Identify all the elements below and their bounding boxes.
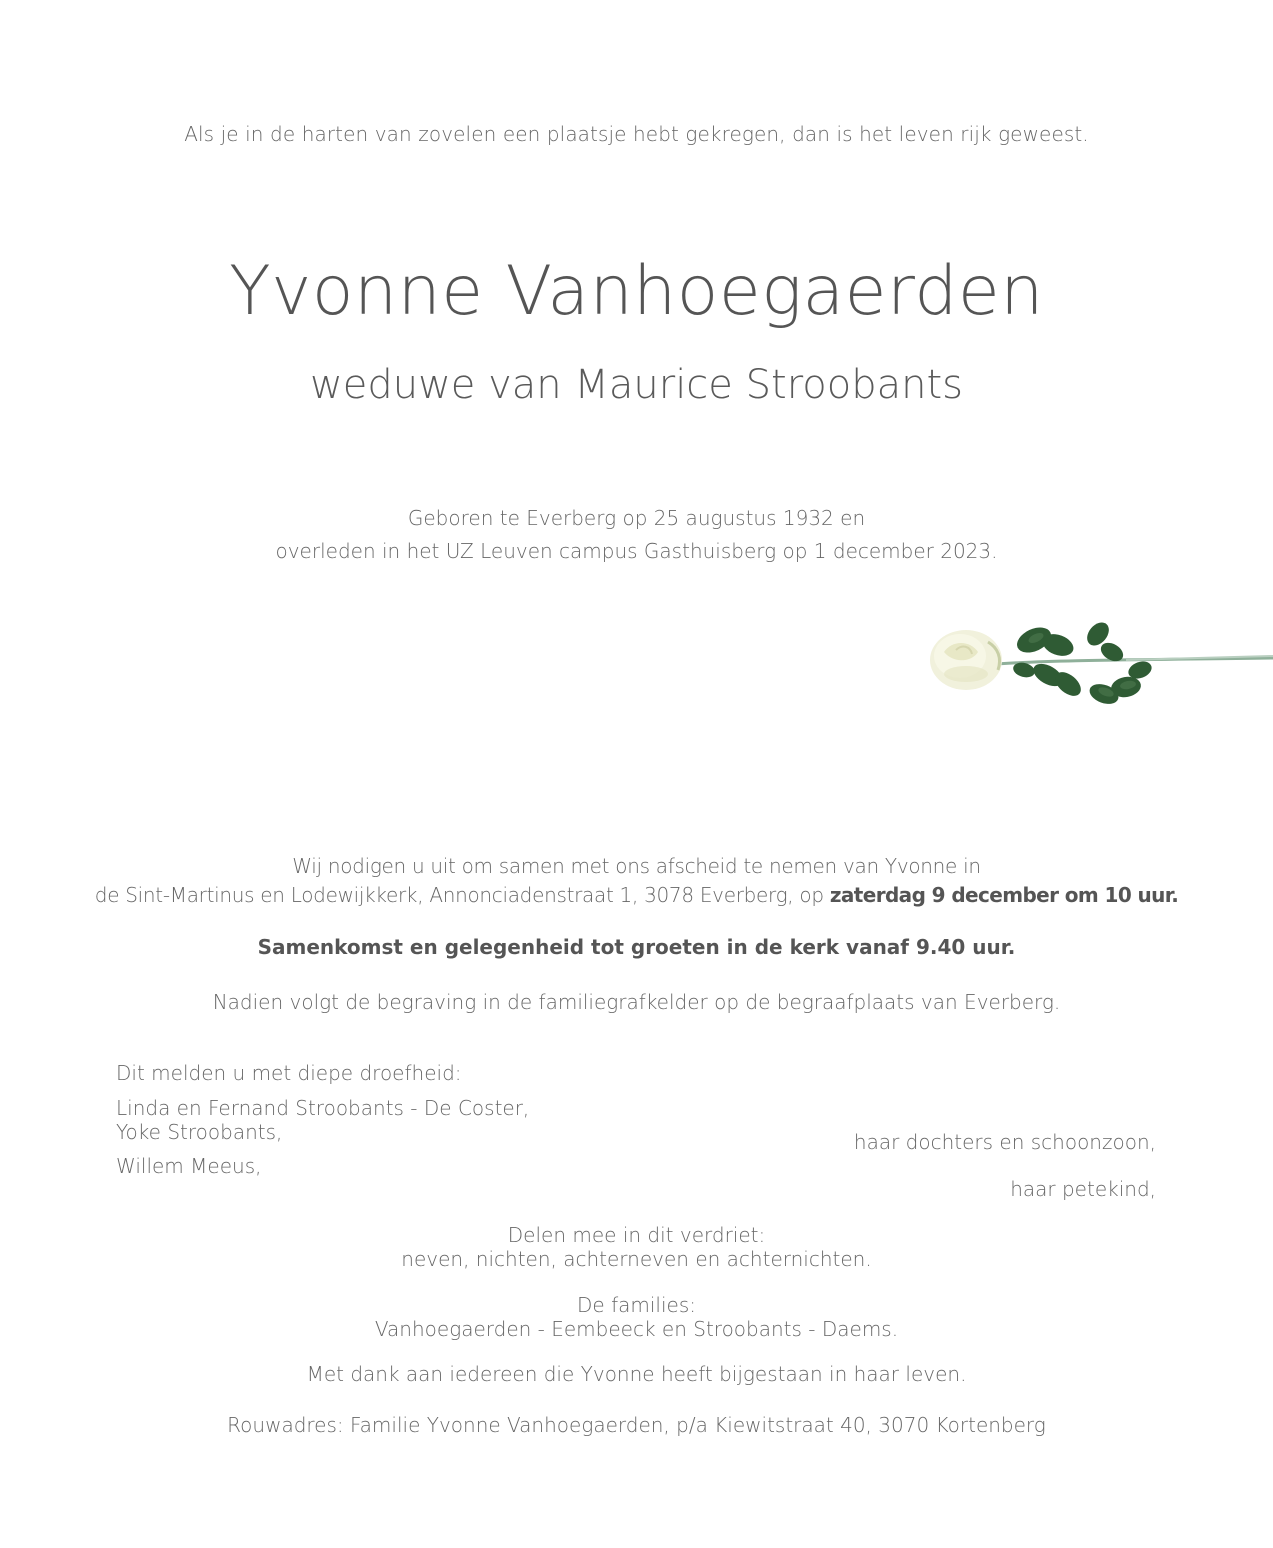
invitation-line: Wij nodigen u uit om samen met ons afscheid te nemen van Yvonne in	[292, 854, 981, 878]
relation-label: haar dochters en schoonzoon,	[853, 1130, 1156, 1154]
birth-death-info	[0, 502, 1273, 568]
mourner-name: Willem Meeus,	[116, 1154, 262, 1178]
thanks-note: Met dank aan iedereen die Yvonne heeft bijgestaan in haar leven.	[306, 1362, 967, 1386]
widow-of: weduwe van Maurice Stroobants	[310, 362, 963, 408]
shared-grief-intro: Delen mee in dit verdriet:	[507, 1223, 766, 1247]
deceased-name: Yvonne Vanhoegaerden	[229, 252, 1044, 331]
shared-grief-relatives: neven, nichten, achterneven en achternichten.	[401, 1247, 872, 1271]
death-line: overleden in het UZ Leuven campus Gasthuisberg op 1 december 2023.	[275, 539, 998, 563]
mourner-name: Linda en Fernand Stroobants - De Coster,	[116, 1096, 530, 1120]
church-address: de Sint-Martinus en Lodewijkkerk, Annonciadenstraat 1, 3078 Everberg, op	[94, 883, 824, 907]
families-names: Vanhoegaerden - Eembeeck en Stroobants - Daems.	[374, 1317, 899, 1341]
white-rose-image	[926, 612, 1273, 722]
mourners-list	[116, 1096, 529, 1144]
gathering-info: Samenkomst en gelegenheid tot groeten in de kerk vanaf 9.40 uur.	[257, 935, 1016, 959]
announce-intro: Dit melden u met diepe droefheid:	[116, 1061, 462, 1085]
burial-info: Nadien volgt de begraving in de familiegrafkelder op de begraafplaats van Everberg.	[212, 990, 1061, 1014]
birth-line: Geboren te Everberg op 25 augustus 1932 en	[407, 506, 866, 530]
ceremony-date: zaterdag 9 december om 10 uur.	[829, 883, 1179, 907]
invitation-location-line	[0, 881, 1273, 910]
shared-grief	[0, 1223, 1273, 1271]
families-intro: De families:	[577, 1293, 696, 1317]
motto-quote: Als je in de harten van zovelen een plaatsje hebt gekregen, dan is het leven rijk geweest.	[184, 122, 1089, 146]
mourner-name: Yoke Stroobants,	[116, 1120, 283, 1144]
invitation-text	[0, 852, 1273, 910]
relation-label: haar petekind,	[1010, 1177, 1156, 1201]
families	[0, 1293, 1273, 1341]
mourning-address: Rouwadres: Familie Yvonne Vanhoegaerden, p/a Kiewitstraat 40, 3070 Kortenberg	[227, 1413, 1046, 1437]
